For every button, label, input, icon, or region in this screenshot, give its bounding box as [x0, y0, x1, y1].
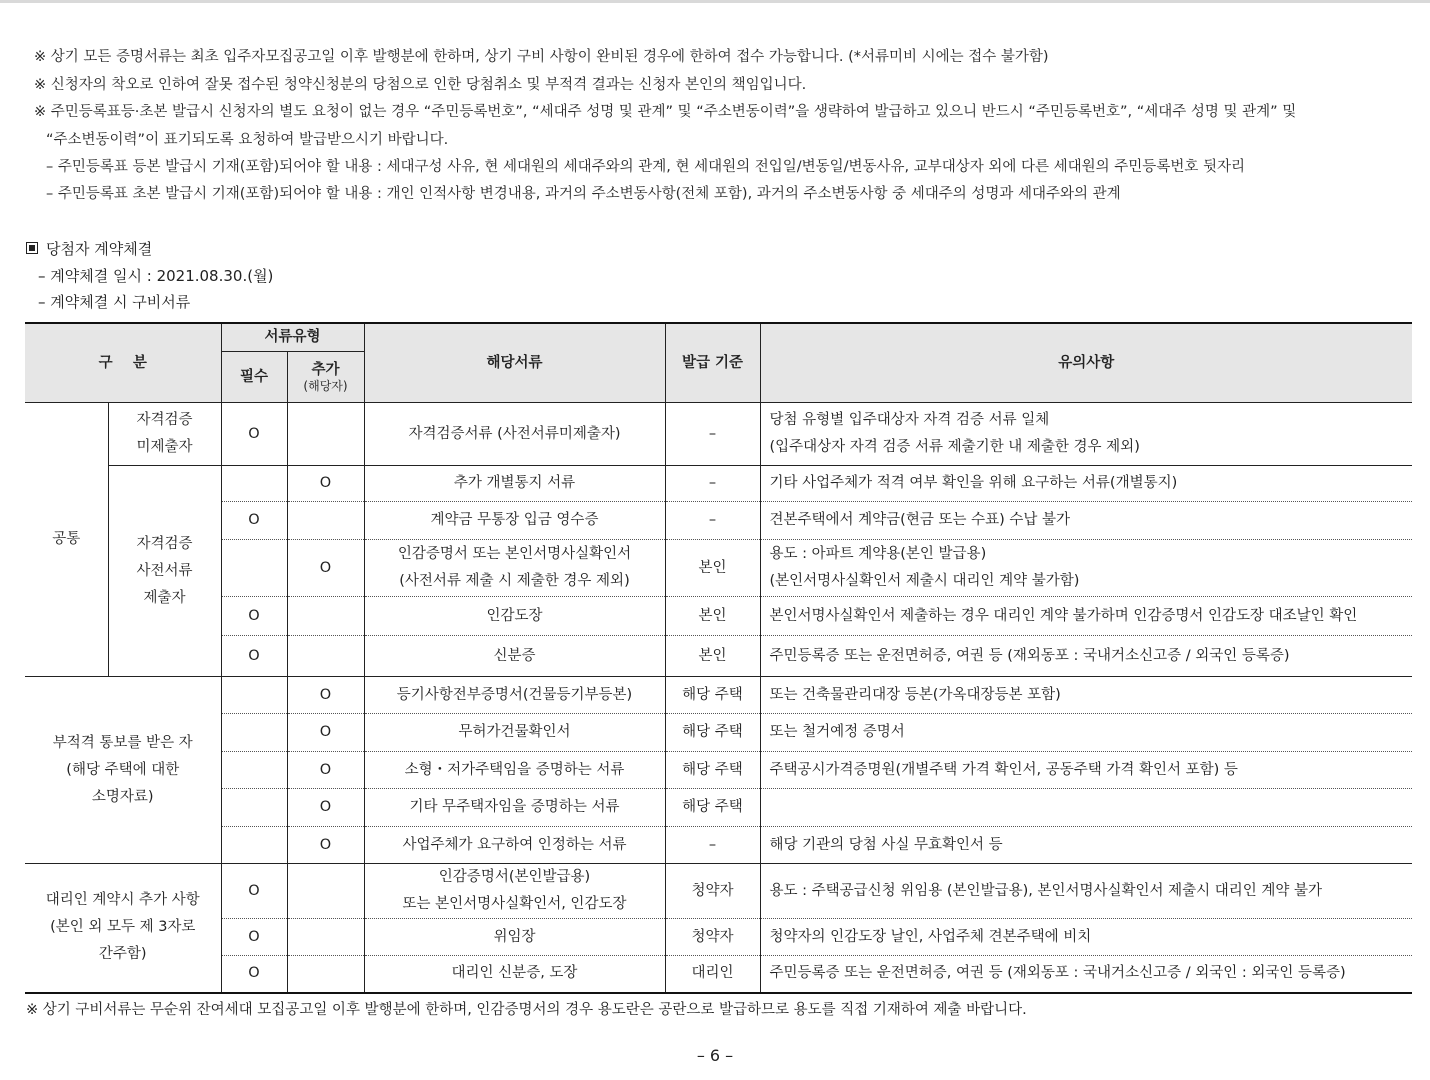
issuer: 해당 주택	[665, 789, 760, 827]
required-mark: O	[221, 956, 287, 993]
issuer: 해당 주택	[665, 677, 760, 714]
note	[760, 789, 1412, 827]
required-mark	[221, 789, 287, 827]
issuer: 청약자	[665, 864, 760, 919]
section-title-text: 당첨자 계약체결	[46, 240, 153, 258]
required-mark: O	[221, 636, 287, 677]
additional-mark	[287, 636, 364, 677]
table-row	[25, 864, 1412, 919]
required-mark	[221, 714, 287, 752]
additional-mark: O	[287, 752, 364, 789]
header-doc-type: 서류유형	[221, 323, 364, 352]
table-row	[25, 752, 1412, 789]
additional-mark	[287, 864, 364, 919]
issuer: 본인	[665, 540, 760, 597]
group-qual-pre-submitted: 자격검증 사전서류 제출자	[108, 466, 221, 677]
note: 본인서명사실확인서 제출하는 경우 대리인 계약 불가하며 인감증명서 인감도장 대조날인 확인	[760, 597, 1412, 636]
notice-line: “주소변동이력”이 표기되도록 요청하여 발급받으시기 바랍니다.	[46, 132, 449, 148]
additional-mark	[287, 403, 364, 466]
table-row	[25, 597, 1412, 636]
header-required: 필수	[221, 352, 287, 403]
note: 견본주택에서 계약금(현금 또는 수표) 수납 불가	[760, 502, 1412, 540]
table-row	[25, 956, 1412, 993]
additional-mark	[287, 956, 364, 993]
header-category: 구 분	[25, 323, 221, 403]
note: 청약자의 인감도장 날인, 사업주체 견본주택에 비치	[760, 919, 1412, 956]
note: 또는 철거예정 증명서	[760, 714, 1412, 752]
document-name: 계약금 무통장 입금 영수증	[364, 502, 665, 540]
document-name: 위임장	[364, 919, 665, 956]
required-mark	[221, 540, 287, 597]
document-name: 신분증	[364, 636, 665, 677]
table-row	[25, 540, 1412, 597]
section-title	[26, 240, 152, 258]
document-name: 소형・저가주택임을 증명하는 서류	[364, 752, 665, 789]
document-name: 대리인 신분증, 도장	[364, 956, 665, 993]
note: 당첨 유형별 입주대상자 자격 검증 서류 일체 (입주대상자 자격 검증 서류 제출기한 내 제출한 경우 제외)	[760, 403, 1412, 466]
document-name: 인감증명서(본인발급용) 또는 본인서명사실확인서, 인감도장	[364, 864, 665, 919]
required-mark	[221, 752, 287, 789]
document-name: 기타 무주택자임을 증명하는 서류	[364, 789, 665, 827]
table-row	[25, 677, 1412, 714]
header-documents: 해당서류	[364, 323, 665, 403]
document-name: 추가 개별통지 서류	[364, 466, 665, 502]
required-docs-line: – 계약체결 시 구비서류	[38, 293, 191, 311]
additional-mark: O	[287, 466, 364, 502]
footnote: ※ 상기 구비서류는 무순위 잔여세대 모집공고일 이후 발행분에 한하며, 인감증명서의 경우 용도란은 공란으로 발급하므로 용도를 직접 기재하여 제출 바랍니다.	[26, 1002, 1027, 1018]
additional-mark	[287, 597, 364, 636]
notice-line: – 주민등록표 등본 발급시 기재(포함)되어야 할 내용 : 세대구성 사유, 현 세대원의 세대주와의 관계, 현 세대원의 전입일/변동일/변동사유, 교부대상자 외에 다른 세대원의 주민등록번호 뒷자리	[46, 159, 1245, 175]
issuer: 청약자	[665, 919, 760, 956]
additional-mark: O	[287, 714, 364, 752]
required-mark	[221, 677, 287, 714]
document-name: 인감도장	[364, 597, 665, 636]
note: 용도 : 아파트 계약용(본인 발급용) (본인서명사실확인서 제출시 대리인 계약 불가함)	[760, 540, 1412, 597]
group-qual-not-submitted: 자격검증 미제출자	[108, 403, 221, 466]
additional-mark: O	[287, 789, 364, 827]
required-documents-table	[25, 322, 1412, 994]
table-row	[25, 827, 1412, 864]
issuer: 대리인	[665, 956, 760, 993]
issuer: –	[665, 827, 760, 864]
table-row	[25, 919, 1412, 956]
header-additional-label: 추가	[311, 362, 340, 378]
table-row	[25, 636, 1412, 677]
required-mark: O	[221, 919, 287, 956]
note: 해당 기관의 당첨 사실 무효확인서 등	[760, 827, 1412, 864]
table-row	[25, 403, 1412, 466]
required-mark: O	[221, 502, 287, 540]
table-row	[25, 714, 1412, 752]
additional-mark: O	[287, 677, 364, 714]
issuer: 해당 주택	[665, 714, 760, 752]
table-row	[25, 789, 1412, 827]
header-issuer: 발급 기준	[665, 323, 760, 403]
header-additional	[287, 352, 364, 403]
group-common: 공통	[25, 403, 108, 677]
document-name: 사업주체가 요구하여 인정하는 서류	[364, 827, 665, 864]
note: 주민등록증 또는 운전면허증, 여권 등 (재외동포 : 국내거소신고증 / 외국인 : 외국인 등록증)	[760, 956, 1412, 993]
group-proxy: 대리인 계약시 추가 사항 (본인 외 모두 제 3자로 간주함)	[25, 864, 221, 993]
note: 주민등록증 또는 운전면허증, 여권 등 (재외동포 : 국내거소신고증 / 외국인 등록증)	[760, 636, 1412, 677]
issuer: 해당 주택	[665, 752, 760, 789]
required-mark: O	[221, 864, 287, 919]
issuer: 본인	[665, 597, 760, 636]
document-name: 등기사항전부증명서(건물등기부등본)	[364, 677, 665, 714]
issuer: –	[665, 502, 760, 540]
contract-date-line: – 계약체결 일시 : 2021.08.30.(월)	[38, 267, 274, 285]
notice-line: ※ 상기 모든 증명서류는 최초 입주자모집공고일 이후 발행분에 한하며, 상기 구비 사항이 완비된 경우에 한하여 접수 가능합니다. (*서류미비 시에는 접수 불가함)	[34, 49, 1049, 65]
notice-line: – 주민등록표 초본 발급시 기재(포함)되어야 할 내용 : 개인 인적사항 변경내용, 과거의 주소변동사항(전체 포함), 과거의 주소변동사항 중 세대주의 성명과 세대주와의 관계	[46, 186, 1121, 202]
table-row	[25, 502, 1412, 540]
issuer: –	[665, 403, 760, 466]
note: 주택공시가격증명원(개별주택 가격 확인서, 공동주택 가격 확인서 포함) 등	[760, 752, 1412, 789]
issuer: 본인	[665, 636, 760, 677]
page-number: – 6 –	[696, 1046, 734, 1065]
notice-line: ※ 신청자의 착오로 인하여 잘못 접수된 청약신청분의 당첨으로 인한 당첨취소 및 부적격 결과는 신청자 본인의 책임입니다.	[34, 77, 807, 93]
document-name: 자격검증서류 (사전서류미제출자)	[364, 403, 665, 466]
required-mark: O	[221, 403, 287, 466]
additional-mark	[287, 502, 364, 540]
note: 용도 : 주택공급신청 위임용 (본인발급용), 본인서명사실확인서 제출시 대리인 계약 불가	[760, 864, 1412, 919]
document-name: 무허가건물확인서	[364, 714, 665, 752]
required-mark	[221, 827, 287, 864]
notice-line: ※ 주민등록표등·초본 발급시 신청자의 별도 요청이 없는 경우 “주민등록번호”, “세대주 성명 및 관계” 및 “주소변동이력”을 생략하여 발급하고 있으니 반드시 “주민등록번호”, “세대주 성명 및 관계” 및	[34, 104, 1297, 120]
additional-mark: O	[287, 540, 364, 597]
additional-mark: O	[287, 827, 364, 864]
header-notes: 유의사항	[760, 323, 1412, 403]
required-mark: O	[221, 597, 287, 636]
top-divider	[0, 0, 1430, 3]
square-bullet-icon	[26, 242, 38, 254]
required-mark	[221, 466, 287, 502]
note: 또는 건축물관리대장 등본(가옥대장등본 포함)	[760, 677, 1412, 714]
additional-mark	[287, 919, 364, 956]
issuer: –	[665, 466, 760, 502]
header-additional-sub: (해당자)	[303, 379, 348, 393]
note: 기타 사업주체가 적격 여부 확인을 위해 요구하는 서류(개별통지)	[760, 466, 1412, 502]
table-row	[25, 466, 1412, 502]
document-name: 인감증명서 또는 본인서명사실확인서 (사전서류 제출 시 제출한 경우 제외)	[364, 540, 665, 597]
group-ineligible: 부적격 통보를 받은 자 (해당 주택에 대한 소명자료)	[25, 677, 221, 864]
